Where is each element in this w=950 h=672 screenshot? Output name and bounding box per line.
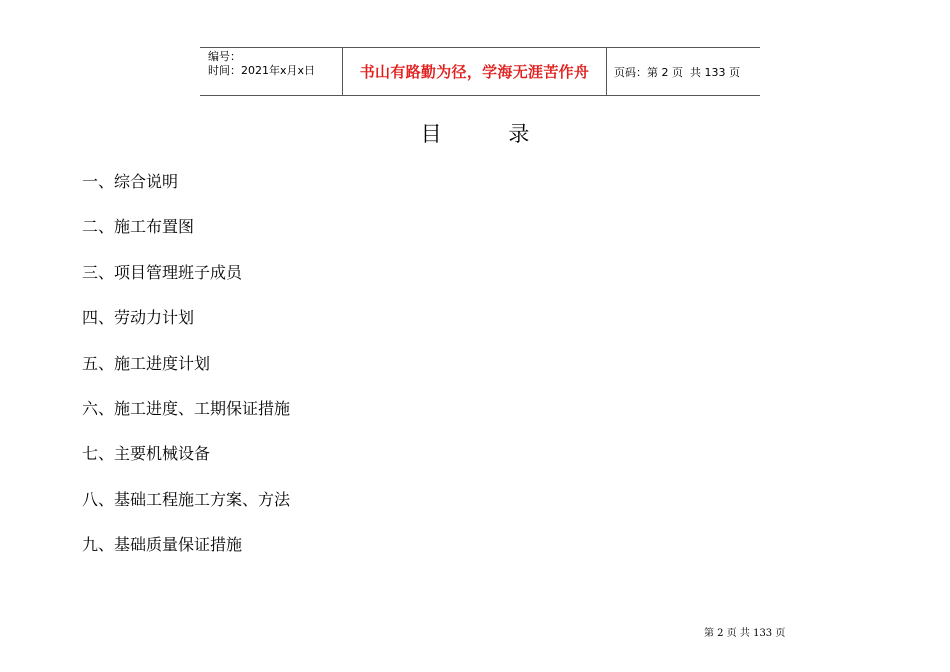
page-header [200, 47, 760, 96]
document-number-label: 编号： [208, 50, 241, 63]
toc-item: 一、综合说明 [82, 172, 179, 191]
page-footer: 第 2 页 共 133 页 [704, 628, 786, 639]
toc-item: 五、施工进度计划 [82, 353, 211, 373]
toc-item: 四、劳动力计划 [82, 308, 195, 328]
header-page-info: 页码：第 2 页 共 133 页 [614, 65, 740, 79]
toc-item: 六、施工进度、工期保证措施 [82, 398, 291, 418]
toc-list [82, 168, 290, 577]
document-date: 时间：2021年x月x日 [208, 64, 316, 77]
header-page-cell [607, 48, 760, 95]
toc-item: 二、施工布置图 [82, 217, 195, 237]
header-motto: 书山有路勤为径，学海无涯苦作舟 [359, 63, 590, 81]
toc-title: 目 录 [420, 122, 530, 146]
header-motto-cell [343, 48, 607, 95]
header-meta-cell [200, 48, 343, 95]
toc-item: 七、主要机械设备 [82, 444, 211, 464]
toc-item: 八、基础工程施工方案、方法 [82, 489, 291, 509]
toc-item: 三、项目管理班子成员 [82, 262, 243, 282]
toc-item: 九、基础质量保证措施 [82, 535, 243, 555]
